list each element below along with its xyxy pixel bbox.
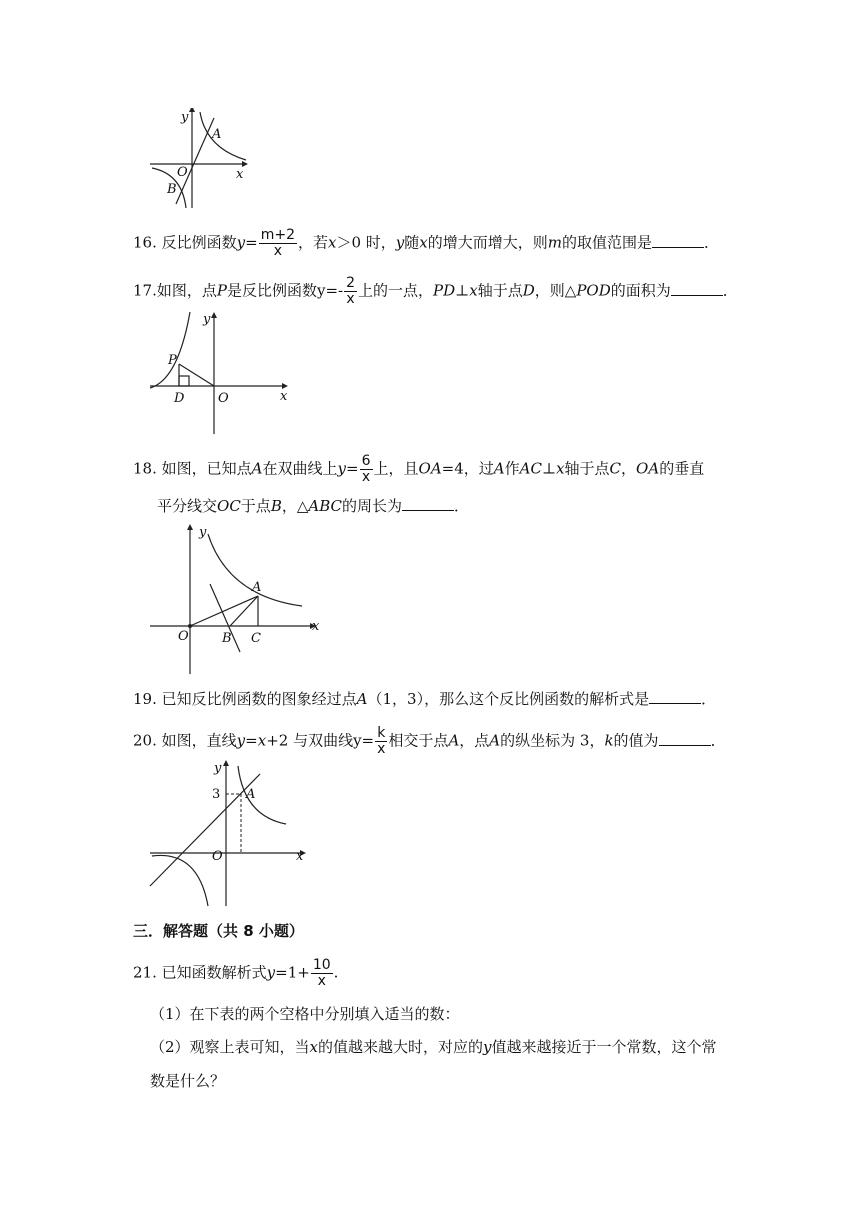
hyperbola-branch — [150, 312, 190, 388]
fraction: $\frac{2}{x}$ — [346, 275, 356, 307]
x-label: x — [280, 389, 288, 404]
question-21: 21. 已知函数解析式y=1+ $\frac{10}{x}$ . — [133, 957, 339, 989]
point-d-label: D — [174, 391, 185, 406]
point-c-label: C — [251, 631, 261, 646]
point-b-label: B — [222, 631, 232, 646]
x-label: x — [312, 619, 320, 634]
y-label: y — [181, 110, 189, 125]
question-20: 20. 如图，直线y=x+2 与双曲线y= $\frac{k}{x}$ 相交于点A，点A的纵坐标为 3，k的值为 ． — [133, 725, 726, 757]
answer-blank[interactable] — [402, 496, 454, 511]
tick-3-label: 3 — [212, 787, 221, 802]
figure-q18 — [148, 520, 324, 676]
question-18-line1: 18. 如图，已知点A在双曲线上y= $\frac{6}{x}$ 上，且OA=4，过A作AC⊥x轴于点C，OA的垂直 — [133, 453, 705, 485]
answer-blank[interactable] — [652, 233, 704, 248]
x-label: x — [296, 849, 304, 864]
y-label: y — [203, 312, 211, 327]
answer-blank[interactable] — [659, 731, 711, 746]
segment-oa — [190, 596, 258, 626]
hyperbola-branch-upper — [200, 112, 246, 160]
question-21-part2-line2: 数是什么？ — [150, 1072, 226, 1090]
x-label: x — [236, 167, 244, 182]
question-17: 17.如图，点P是反比例函数y=- $\frac{2}{x}$ 上的一点，PD⊥x轴于点D，则△POD的面积为 ． — [133, 275, 738, 307]
question-19: 19. 已知反比例函数的图象经过点A（1，3），那么这个反比例函数的解析式是 ． — [133, 690, 717, 708]
point-p-label: P — [168, 353, 177, 368]
segment-ab — [230, 596, 258, 626]
point-a-label: A — [212, 127, 222, 142]
segment-po — [179, 364, 214, 386]
question-21-part2: （2）观察上表可知，当x的值越来越大时，对应的y值越来越接近于一个常数，这个常 — [150, 1038, 717, 1056]
question-21-part1: （1）在下表的两个空格中分别填入适当的数： — [150, 1005, 460, 1023]
question-18-line2: 平分线交OC于点B，△ABC的周长为 ． — [157, 497, 470, 515]
answer-blank[interactable] — [671, 281, 723, 296]
hyperbola-branch — [208, 534, 302, 606]
y-label: y — [199, 525, 207, 540]
answer-blank[interactable] — [649, 689, 701, 704]
origin-label: O — [212, 849, 223, 864]
right-angle-mark — [179, 376, 189, 386]
point-b-label: B — [167, 182, 177, 197]
origin-label: O — [218, 391, 229, 406]
origin-label: O — [177, 165, 188, 180]
fraction: $\frac{10}{x}$ — [312, 957, 331, 989]
fraction: $\frac{m+2}{x}$ — [260, 227, 295, 259]
question-16: 16. 反比例函数y= $\frac{m+2}{x}$ ，若x＞0 时，y随x的增大而增大，则m的取值范围是 ． — [133, 227, 720, 259]
section-heading: 三．解答题（共 8 小题） — [133, 922, 304, 940]
figure-q15 — [148, 108, 248, 210]
point-a-label: A — [252, 580, 262, 595]
hyperbola-branch-lower — [152, 855, 208, 906]
y-label: y — [214, 761, 222, 776]
point-a-label: A — [246, 787, 256, 802]
fraction: $\frac{6}{x}$ — [361, 453, 371, 485]
origin-label: O — [178, 629, 189, 644]
fraction: $\frac{k}{x}$ — [377, 725, 386, 757]
figure-q17 — [148, 310, 293, 436]
figure-q20 — [148, 758, 310, 908]
line-y-x-plus-2 — [150, 774, 260, 886]
